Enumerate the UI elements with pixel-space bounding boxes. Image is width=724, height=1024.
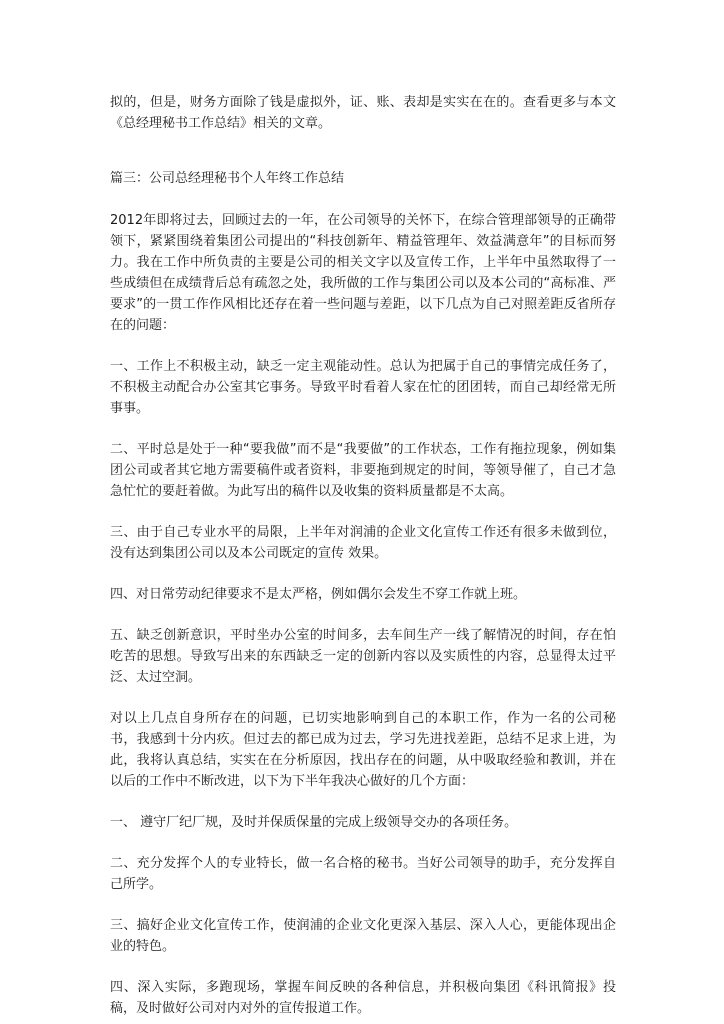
plan-item-4: 四、深入实际，多跑现场，掌握车间反映的各种信息，并积极向集团《科讯简报》投稿，及时做好公司对内对外的宣传报道工作。 [110, 980, 616, 1016]
plan-item-3: 三、搞好企业文化宣传工作，使润浦的企业文化更深入基层、深入人心，更能体现出企业的特色。 [110, 918, 616, 954]
plan-item-1: 一、 遵守厂纪厂规，及时并保质保量的完成上级领导交办的各项任务。 [110, 815, 518, 830]
plan-item-2: 二、充分发挥个人的专业特长，做一名合格的秘书。当好公司领导的助手，充分发挥自己所学。 [110, 856, 616, 892]
problem-item-3: 三、由于自己专业水平的局限，上半年对润浦的企业文化宣传工作还有很多未做到位，没有达到集团公司以及本公司既定的宣传 效果。 [110, 525, 616, 561]
problem-item-2: 二、平时总是处于一种“要我做”而不是“我要做”的工作状态，工作有拖拉现象，例如集团公司或者其它地方需要稿件或者资料，非要拖到规定的时间，等领导催了，自己才急急忙忙的要赶着做。为此写出的稿件以及收集的资料质量都是不太高。 [110, 442, 616, 499]
problem-item-1: 一、工作上不积极主动，缺乏一定主观能动性。总认为把属于自己的事情完成任务了，不积极主动配合办公室其它事务。导致平时看着人家在忙的团团转，而自己却经常无所事事。 [110, 359, 616, 416]
section-heading: 篇三：公司总经理秘书个人年终工作总结 [110, 171, 345, 186]
intro-paragraph: 拟的，但是，财务方面除了钱是虚拟外，证、账、表却是实实在在的。查看更多与本文《总经理秘书工作总结》相关的文章。 [110, 95, 616, 131]
problem-item-4: 四、对日常劳动纪律要求不是太严格，例如偶尔会发生不穿工作就上班。 [110, 587, 527, 602]
problem-item-5: 五、缺乏创新意识，平时坐办公室的时间多，去车间生产一线了解情况的时间，存在怕吃苦的思想。导致写出来的东西缺乏一定的创新内容以及实质性的内容，总显得太过平泛、太过空洞。 [110, 628, 616, 685]
summary-paragraph: 2012年即将过去，回顾过去的一年，在公司领导的关怀下，在综合管理部领导的正确带领下，紧紧围绕着集团公司提出的“科技创新年、精益管理年、效益满意年”的目标而努力。我在工作中所负责的主要是公司的相关文字以及宣传工作，上半年中虽然取得了一些成绩但在成绩背后总有疏忽之处，我所做的工作与集团公司以及本公司的“高标准、严要求”的一贯工作作风相比还存在着一些问题与差距，以下几点为自己对照差距反省所存在的问题： [110, 213, 616, 333]
reflection-paragraph: 对以上几点自身所存在的问题，已切实地影响到自己的本职工作，作为一名的公司秘书，我感到十分内疚。但过去的都已成为过去，学习先进找差距，总结不足求上进，为此，我将认真总结，实实在在分析原因，找出存在的问题，从中吸取经验和教训，并在以后的工作中不断改进，以下为下半年我决心做好的几个方面： [110, 711, 616, 789]
